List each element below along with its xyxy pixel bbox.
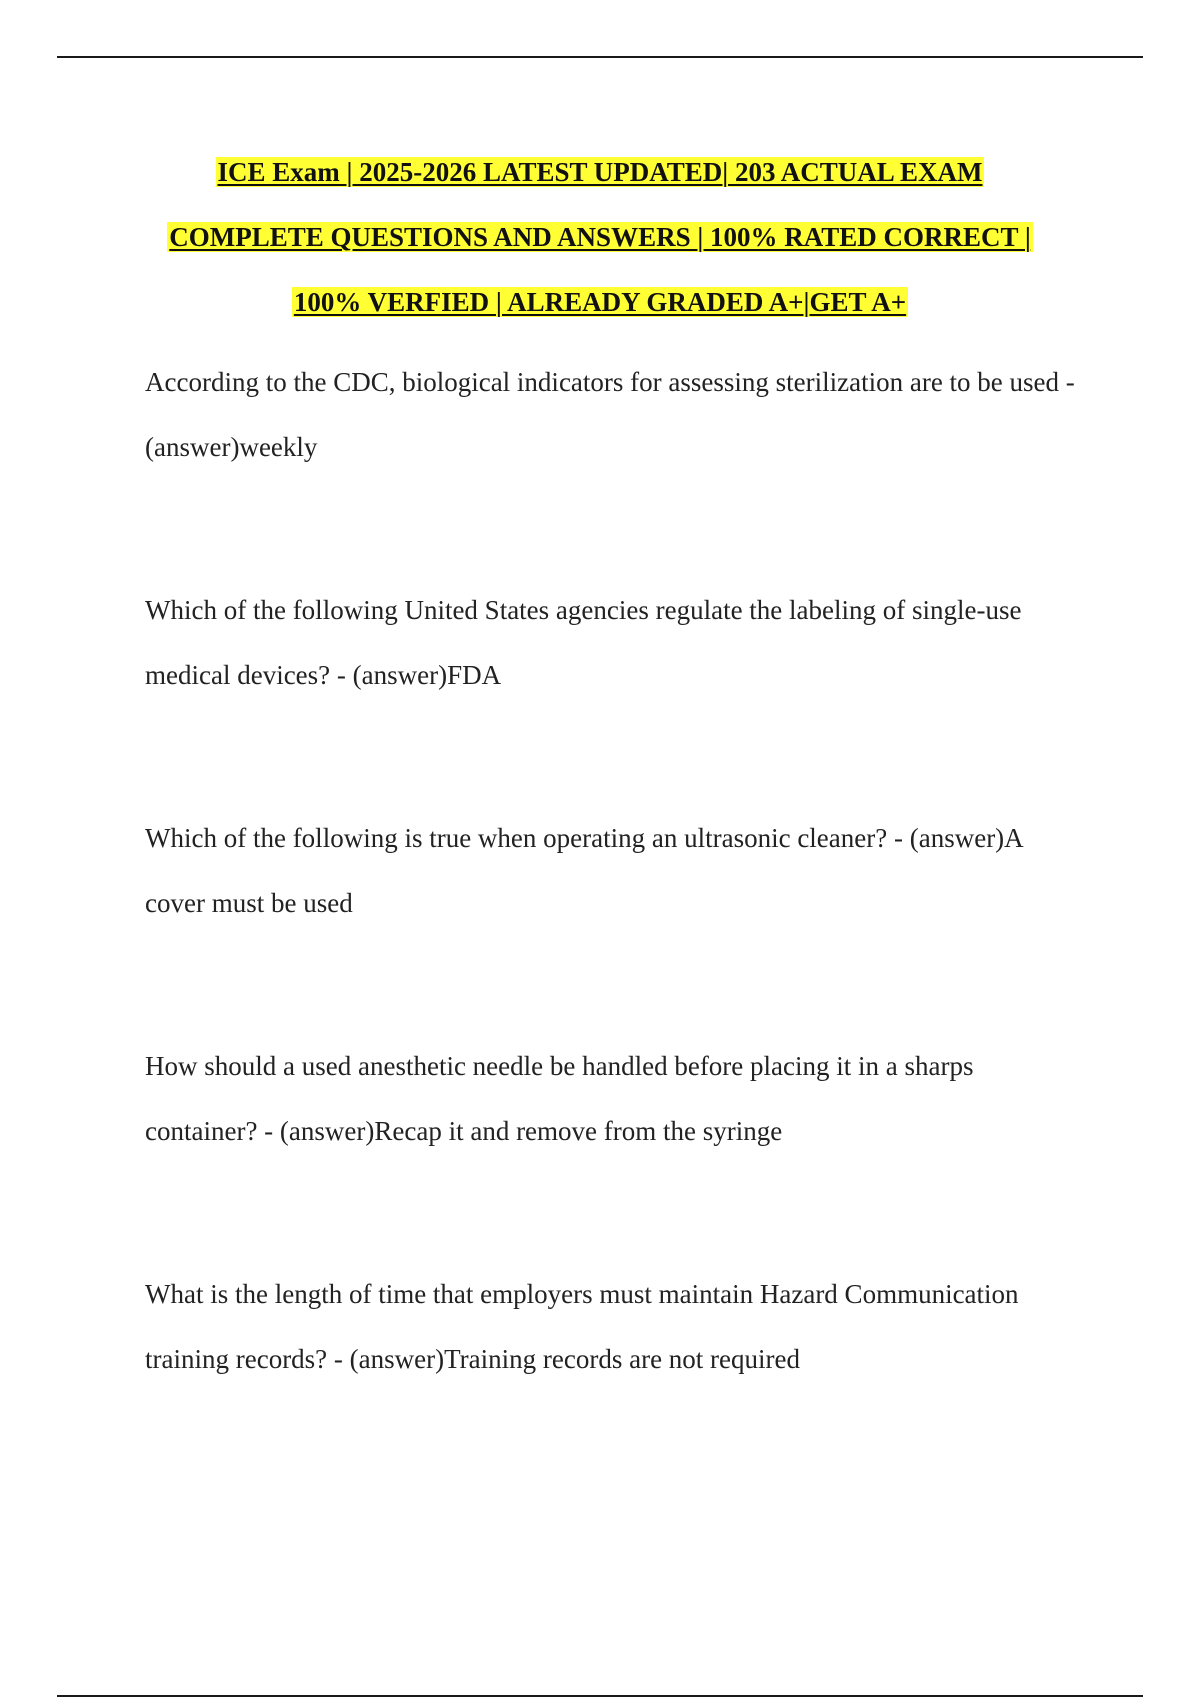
- qa-item-4: How should a used anesthetic needle be handled before placing it in a sharps container? - (answer)Recap it and remove from the syringe: [145, 1051, 974, 1146]
- qa-item-5: What is the length of time that employers must maintain Hazard Communication training records? - (answer)Training records are not required: [145, 1279, 1019, 1374]
- question-answer-list: [145, 350, 1080, 1490]
- title-line-2: [100, 205, 1100, 270]
- title-line-3-text: 100% VERFIED | ALREADY GRADED A+|GET A+: [293, 287, 907, 317]
- qa-item-2: Which of the following United States agencies regulate the labeling of single-use medical devices? - (answer)FDA: [145, 595, 1022, 690]
- qa-item-3: Which of the following is true when operating an ultrasonic cleaner? - (answer)A cover must be used: [145, 823, 1023, 918]
- bottom-rule: [57, 1695, 1143, 1697]
- document-title: [100, 140, 1100, 335]
- qa-item-1: According to the CDC, biological indicators for assessing sterilization are to be used - (answer)weekly: [145, 367, 1075, 462]
- top-rule: [57, 56, 1143, 58]
- title-line-2-text: COMPLETE QUESTIONS AND ANSWERS | 100% RATED CORRECT |: [169, 222, 1031, 252]
- title-line-1-text: ICE Exam | 2025-2026 LATEST UPDATED| 203 ACTUAL EXAM: [217, 157, 983, 187]
- title-line-1: [100, 140, 1100, 205]
- title-line-3: [100, 270, 1100, 335]
